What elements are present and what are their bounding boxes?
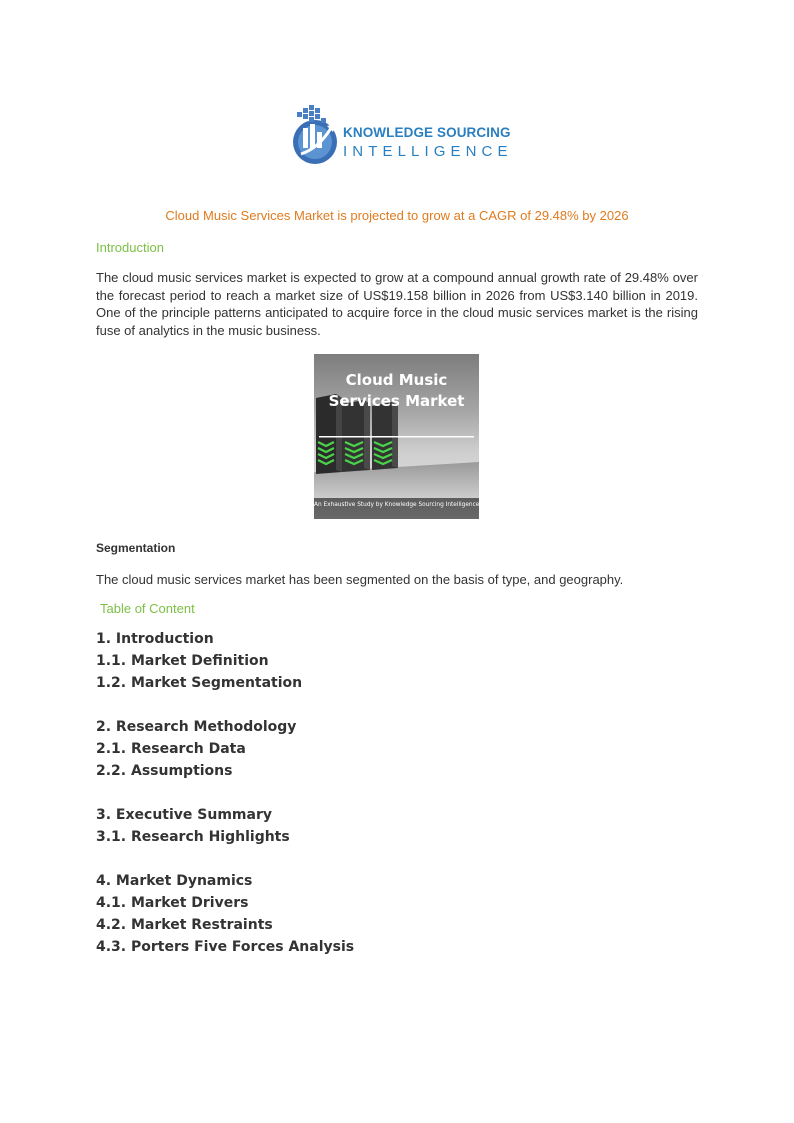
segmentation-heading: Segmentation — [96, 541, 176, 555]
figure-title: Cloud Music Services Market — [328, 371, 465, 410]
document-title: Cloud Music Services Market is projected to grow at a CAGR of 29.48% by 2026 — [165, 208, 629, 223]
logo-text-line1: KNOWLEDGE SOURCING — [343, 125, 511, 140]
toc-item: 1. Introduction — [96, 631, 214, 647]
toc-group-research-methodology — [96, 716, 696, 782]
company-logo — [291, 104, 513, 166]
toc-item: 2.1. Research Data — [96, 741, 246, 757]
toc-item: 1.1. Market Definition — [96, 653, 269, 669]
logo-globe-icon — [291, 104, 343, 166]
toc-group-market-dynamics — [96, 870, 696, 958]
introduction-paragraph: The cloud music services market is expected to grow at a compound annual growth rate of 29.48% over the forecast period to reach a market size of US$19.158 billion in 2026 from US$3.140 billion in 2019. One of the principle patterns anticipated to acquire force in the cloud music services market is the rising fuse of analytics in the music business. — [96, 270, 698, 338]
toc-item: 4. Market Dynamics — [96, 873, 253, 889]
introduction-heading: Introduction — [96, 240, 164, 255]
toc-item: 4.1. Market Drivers — [96, 895, 249, 911]
toc-item: 1.2. Market Segmentation — [96, 675, 303, 691]
toc-item: 4.2. Market Restraints — [96, 917, 273, 933]
toc-item: 2. Research Methodology — [96, 719, 297, 735]
toc-group-executive-summary — [96, 804, 696, 848]
table-of-contents — [96, 628, 696, 980]
market-cover-image — [314, 354, 479, 519]
toc-item: 2.2. Assumptions — [96, 763, 233, 779]
toc-item: 3.1. Research Highlights — [96, 829, 290, 845]
toc-item: 3. Executive Summary — [96, 807, 272, 823]
toc-item: 4.3. Porters Five Forces Analysis — [96, 939, 355, 955]
toc-heading: Table of Content — [100, 601, 195, 616]
toc-group-introduction — [96, 628, 696, 694]
figure-caption: An Exhaustive Study by Knowledge Sourcing Intelligence — [314, 502, 479, 508]
logo-text-line2: INTELLIGENCE — [343, 143, 513, 160]
segmentation-paragraph: The cloud music services market has been segmented on the basis of type, and geography. — [96, 572, 624, 587]
